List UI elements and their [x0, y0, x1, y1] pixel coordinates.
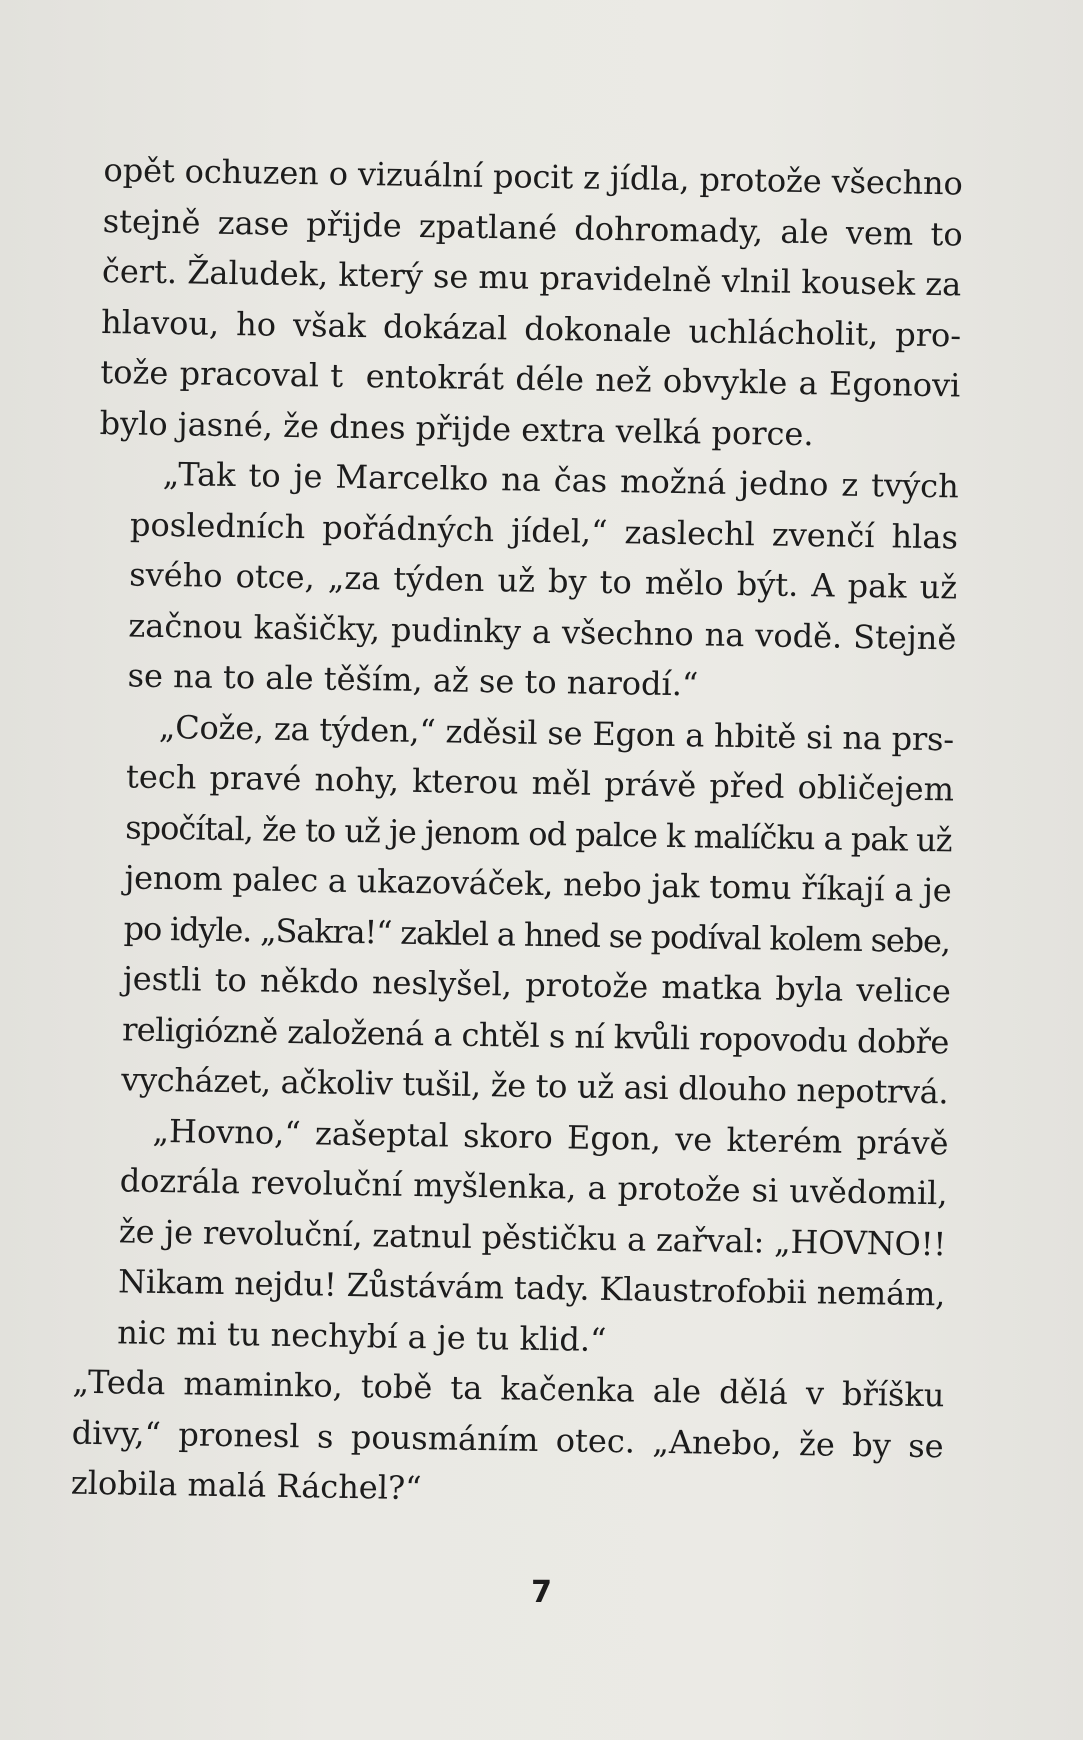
text-line: dozrála revoluční myšlenka, a protože si uvědomil, [119, 1161, 948, 1213]
page-number: 7 [531, 1575, 552, 1610]
text-line: po idyle. „Sakra!“ zaklel a hned se podíval kolem sebe, [123, 908, 951, 960]
paragraph-4 [85, 1104, 949, 1370]
text-line: bylo jasné, že dnes přijde extra velká porce. [99, 403, 814, 453]
text-line: vycházet, ačkoliv tušil, že to už asi dlouho nepotrvá. [121, 1060, 949, 1112]
text-line: opět ochuzen o vizuální pocit z jídla, protože všechno [103, 150, 963, 203]
text-line: čert. Žaludek, který se mu pravidelně vlnil kousek za [101, 251, 962, 304]
text-line: religiózně založená a chtěl s ní kvůli ropovodu dobře [121, 1009, 950, 1061]
text-line: spočítal, že to už je jenom od palce k malíčku a pak už [124, 807, 952, 859]
text-line: „Cože, za týden,“ zděsil se Egon a hbitě si na prs- [158, 707, 955, 758]
text-line: tech pravé nohy, kterou měl právě před obličejem [125, 757, 955, 809]
text-line: zlobila malá Ráchel?“ [70, 1463, 422, 1508]
text-line: posledních pořádných jídel,“ zaslechl zvenčí hlas [129, 504, 959, 556]
paragraph-2 [95, 448, 959, 714]
text-line: svého otce, „za týden už by to mělo být. A pak už [128, 555, 958, 607]
text-line: „Tak to je Marcelko na čas možná jedno z tvých [162, 454, 960, 506]
text-line: hlavou, ho však dokázal dokonale uchlácholit, pro- [100, 302, 962, 354]
text-line: stejně zase přijde zpatlané dohromady, ale vem to [102, 201, 964, 253]
paragraph-1 [99, 145, 964, 461]
text-line: „Hovno,“ zašeptal skoro Egon, ve kterém právě [152, 1111, 949, 1162]
text-line: Nikam nejdu! Zůstávám tady. Klaustrofobii nemám, [117, 1262, 946, 1314]
text-line: nic mi tu nechybí a je tu klid.“ [117, 1312, 607, 1359]
text-line: jenom palec a ukazováček, nebo jak tomu říkají a je [124, 858, 952, 910]
text-line: divy,“ pronesl s pousmáním otec. „Anebo, že by se [71, 1413, 944, 1465]
text-line: jestli to někdo neslyšel, protože matka byla velice [122, 959, 952, 1011]
text-line: že je revoluční, zatnul pěstičku a zařval: „HOVNO!! [118, 1211, 947, 1263]
text-line: se na to ale těším, až se to narodí.“ [127, 656, 699, 704]
text-line: „Teda maminko, tobě ta kačenka ale dělá v bříšku [72, 1362, 945, 1415]
text-line: začnou kašičky, pudinky a všechno na vodě. Stejně [128, 605, 957, 657]
paragraph-3 [89, 700, 955, 1117]
text-line: tože pracoval t entokrát déle než obvykle a Egonovi [100, 352, 961, 405]
body-text [70, 145, 964, 1522]
paragraph-5 [71, 1357, 945, 1522]
